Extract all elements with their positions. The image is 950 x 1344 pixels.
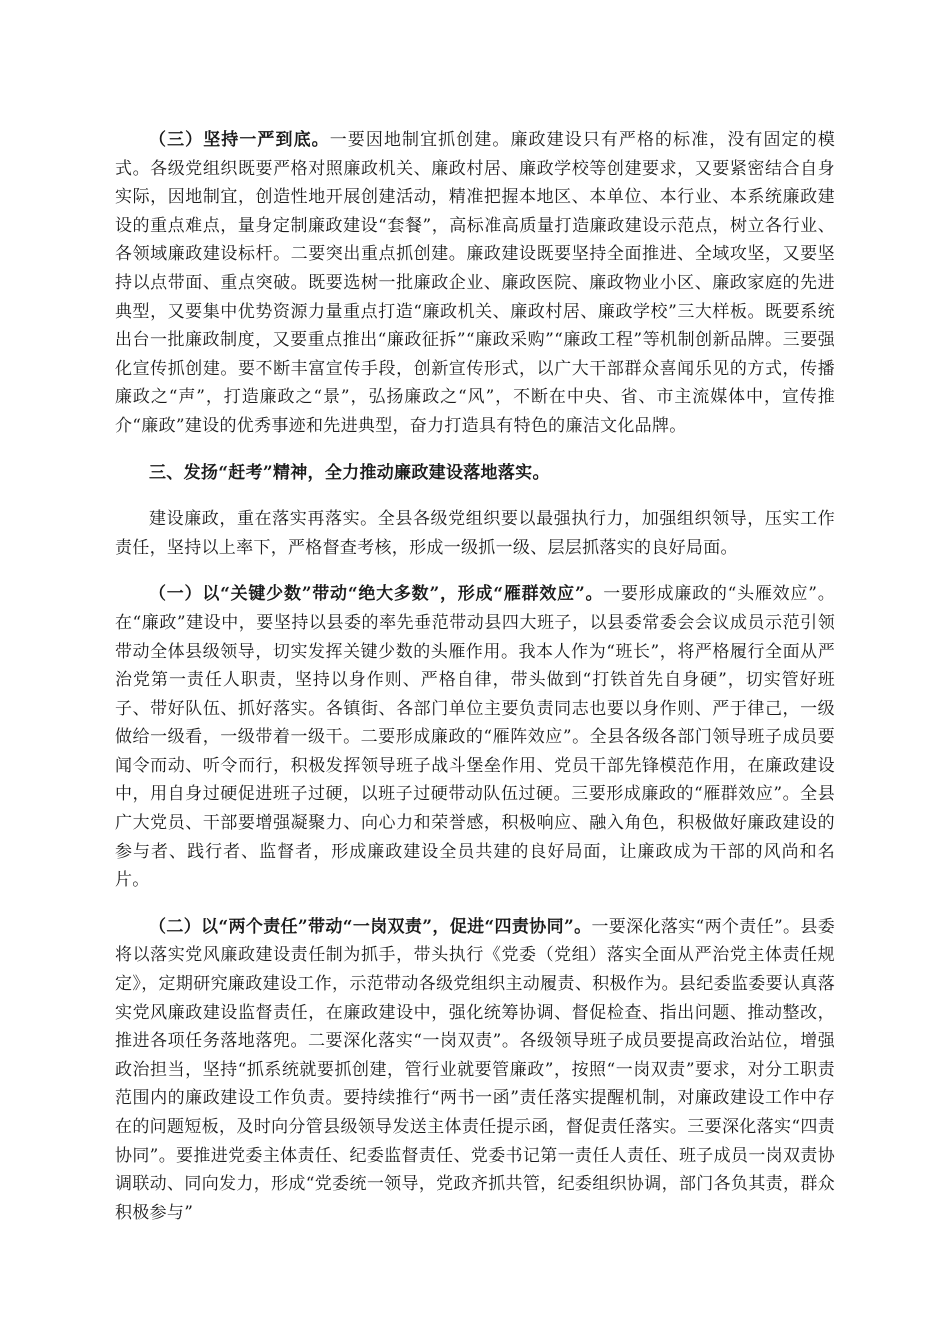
paragraph-lead: （三）坚持一严到底。 (149, 130, 330, 150)
paragraph-implementation (115, 505, 835, 562)
paragraph-two-responsibilities (115, 913, 835, 1228)
paragraph-body: 一要深化落实“两个责任”。县委将以落实党风廉政建设责任制为抓手，带头执行《党委（党组）落实全面从严治党主体责任规定》，定期研究廉政建设工作，示范带动各级党组织主动履责、积极作为。县纪委监委要认真落实党风廉政建设监督责任，在廉政建设中，强化统筹协调、督促检查、指出问题、推动整改，推进各项任务落地落兜。二要深化落实“一岗双责”。各级领导班子成员要提高政治站位，增强政治担当，坚持“抓系统就要抓创建，管行业就要管廉政”，按照“一岗双责”要求，对分工职责范围内的廉政建设工作负责。要持续推行“两书一函”责任落实提醒机制，对廉政建设工作中存在的问题短板，及时向分管县级领导发送主体责任提示函，督促责任落实。三要深化落实“四责协同”。要推进党委主体责任、纪委监督责任、党委书记第一责任人责任、班子成员一岗双责协调联动、同向发力，形成“党委统一领导，党政齐抓共管，纪委组织协调，部门各负其责，群众积极参与” (115, 916, 835, 1223)
paragraph-lead: （二）以“两个责任”带动“一岗双责”，促进“四责协同”。 (149, 916, 592, 937)
paragraph-uphold-strictness (115, 126, 835, 441)
document-page (115, 126, 835, 1245)
paragraph-body: 一要形成廉政的“头雁效应”。在“廉政”建设中，要坚持以县委的率先垂范带动县四大班子，以县委常委会会议成员示范引领带动全体县级领导，切实发挥关键少数的头雁作用。我本人作为“班长”，将严格履行全面从严治党第一责任人职责，坚持以身作则、严格自律，带头做到“打铁首先自身硬”，切实管好班子、带好队伍、抓好落实。各镇街、各部门单位主要负责同志也要以身作则、严于律己，一级做给一级看，一级带着一级干。二要形成廉政的“雁阵效应”。全县各级各部门领导班子成员要闻令而动、听令而行，积极发挥领导班子战斗堡垒作用、党员干部先锋模范作用，在廉政建设中，用自身过硬促进班子过硬，以班子过硬带动队伍过硬。三要形成廉政的“雁群效应”。全县广大党员、干部要增强凝聚力、向心力和荣誉感，积极响应、融入角色，积极做好廉政建设的参与者、践行者、监督者，形成廉政建设全员共建的良好局面，让廉政成为干部的风尚和名片。 (115, 584, 835, 891)
paragraph-body: 建设廉政，重在落实再落实。全县各级党组织要以最强执行力，加强组织领导，压实工作责任，坚持以上率下，严格督查考核，形成一级抓一级、层层抓落实的良好局面。 (115, 509, 835, 558)
section-heading-three: 三、发扬“赶考”精神，全力推动廉政建设落地落实。 (149, 462, 550, 483)
paragraph-lead: （一）以“关键少数”带动“绝大多数”，形成“雁群效应”。 (149, 584, 604, 605)
paragraph-key-minority (115, 580, 835, 895)
paragraph-body: 一要因地制宜抓创建。廉政建设只有严格的标准，没有固定的模式。各级党组织既要严格对照廉政机关、廉政村居、廉政学校等创建要求，又要紧密结合自身实际，因地制宜，创造性地开展创建活动，精准把握本地区、本单位、本行业、本系统廉政建设的重点难点，量身定制廉政建设“套餐”，高标准高质量打造廉政建设示范点，树立各行业、各领域廉政建设标杆。二要突出重点抓创建。廉政建设既要坚持全面推进、全域攻坚，又要坚持以点带面、重点突破。既要选树一批廉政企业、廉政医院、廉政物业小区、廉政家庭的先进典型，又要集中优势资源力量重点打造“廉政机关、廉政村居、廉政学校”三大样板。既要系统出台一批廉政制度，又要重点推出“廉政征拆”“廉政采购”“廉政工程”等机制创新品牌。三要强化宣传抓创建。要不断丰富宣传手段，创新宣传形式，以广大干部群众喜闻乐见的方式，传播廉政之“声”，打造廉政之“景”，弘扬廉政之“风”，不断在中央、省、市主流媒体中，宣传推介“廉政”建设的优秀事迹和先进典型，奋力打造具有特色的廉洁文化品牌。 (115, 130, 835, 436)
